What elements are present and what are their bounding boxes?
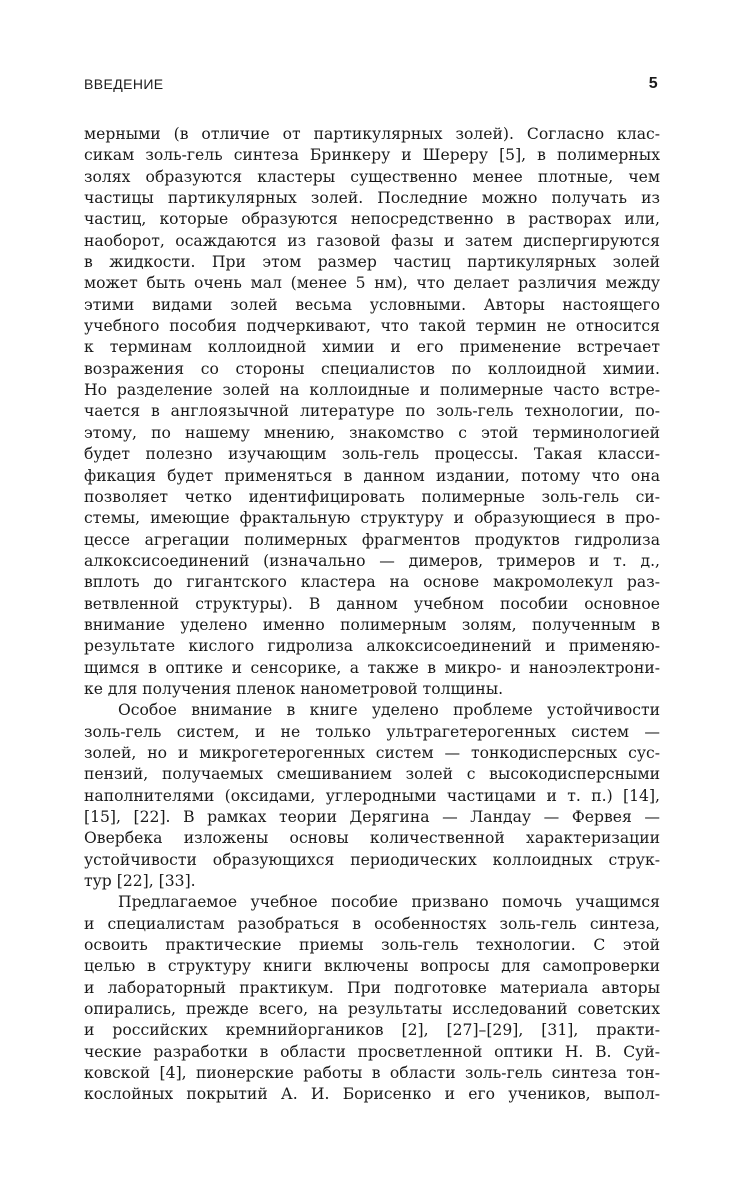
text-line: к терминам коллоидной химии и его применение встречает	[84, 338, 660, 357]
text-line: ческие разработки в области просветленной оптики Н. В. Суй-	[84, 1042, 660, 1061]
section-title: ВВЕДЕНИЕ	[84, 76, 164, 92]
text-line: пензий, получаемых смешиванием золей с высокодисперсными	[84, 765, 660, 784]
paragraph	[84, 700, 660, 892]
text-line: золей, но и микрогетерогенных систем — тонкодисперсных сус-	[84, 743, 660, 762]
text-line: наоборот, осаждаются из газовой фазы и затем диспергируются	[84, 231, 660, 250]
running-header	[84, 76, 664, 96]
text-line: ковской [4], пионерские работы в области золь-гель синтеза тон-	[84, 1064, 660, 1083]
text-line: сикам золь-гель синтеза Бринкеру и Шереру [5], в полимерных	[84, 146, 660, 165]
text-line: будет полезно изучающим золь-гель процессы. Такая класси-	[84, 445, 660, 464]
text-line: кослойных покрытий А. И. Борисенко и его учеников, выпол-	[84, 1085, 660, 1104]
text-line: мерными (в отличие от партикулярных золей). Согласно клас-	[84, 125, 660, 143]
text-line: фикация будет применяться в данном издании, потому что она	[84, 466, 660, 485]
text-line: золях образуются кластеры существенно менее плотные, чем	[84, 167, 660, 186]
page-number: 5	[648, 75, 658, 92]
text-line: этими видами золей весьма условными. Авторы настоящего	[84, 295, 660, 314]
body-text	[84, 124, 660, 1106]
text-line: целью в структуру книги включены вопросы для самопроверки	[84, 957, 660, 976]
text-line: освоить практические приемы золь-гель технологии. С этой	[84, 936, 660, 955]
text-line: внимание уделено именно полимерным золям, полученным в	[84, 615, 660, 634]
text-line: ветвленной структуры). В данном учебном пособии основное	[84, 594, 660, 613]
text-line: позволяет четко идентифицировать полимерные золь-гель си-	[84, 487, 660, 506]
text-line: вплоть до гигантского кластера на основе макромолекул раз-	[84, 573, 660, 592]
text-line: стемы, имеющие фрактальную структуру и образующиеся в про-	[84, 509, 660, 528]
text-line: и лабораторный практикум. При подготовке материала авторы	[84, 978, 660, 997]
paragraph	[84, 892, 660, 1105]
text-line: чается в англоязычной литературе по золь-гель технологии, по-	[84, 402, 660, 421]
text-line: [15], [22]. В рамках теории Дерягина — Ландау — Фервея —	[84, 808, 660, 826]
text-line: частиц, которые образуются непосредственно в растворах или,	[84, 210, 660, 229]
text-line: может быть очень мал (менее 5 нм), что делает различия между	[84, 274, 660, 293]
text-line: щимся в оптике и сенсорике, а также в микро- и наноэлектрони-	[84, 658, 660, 677]
text-line: и специалистам разобраться в особенностях золь-гель синтеза,	[84, 914, 660, 933]
text-line: возражения со стороны специалистов по коллоидной химии.	[84, 359, 660, 378]
text-line: устойчивости образующихся периодических коллоидных струк-	[84, 850, 660, 869]
text-line: опирались, прежде всего, на результаты исследований советских	[84, 1000, 660, 1019]
paragraph	[84, 124, 660, 700]
text-line: Овербека изложены основы количественной характеризации	[84, 829, 660, 848]
text-line: учебного пособия подчеркивают, что такой термин не относится	[84, 317, 660, 336]
text-line: в жидкости. При этом размер частиц партикулярных золей	[84, 253, 660, 272]
text-line: ке для получения пленок нанометровой толщины.	[84, 679, 504, 698]
text-line: цессе агрегации полимерных фрагментов продуктов гидролиза	[84, 530, 660, 549]
text-line: Предлагаемое учебное пособие призвано помочь учащимся	[118, 893, 660, 912]
text-line: Но разделение золей на коллоидные и полимерные часто встре-	[84, 381, 660, 400]
text-line: частицы партикулярных золей. Последние можно получать из	[84, 189, 660, 208]
text-line: алкоксисоединений (изначально — димеров, тримеров и т. д.,	[84, 551, 660, 570]
text-line: Особое внимание в книге уделено проблеме устойчивости	[118, 701, 660, 720]
text-line: тур [22], [33].	[84, 872, 196, 891]
text-line: золь-гель систем, и не только ультрагетерогенных систем —	[84, 722, 660, 741]
text-line: этому, по нашему мнению, знакомство с этой терминологией	[84, 423, 660, 442]
text-line: и российских кремнийоргаников [2], [27]–[29], [31], практи-	[84, 1021, 660, 1040]
text-line: результате кислого гидролиза алкоксисоединений и применяю-	[84, 637, 660, 656]
text-line: наполнителями (оксидами, углеродными частицами и т. п.) [14],	[84, 786, 660, 805]
